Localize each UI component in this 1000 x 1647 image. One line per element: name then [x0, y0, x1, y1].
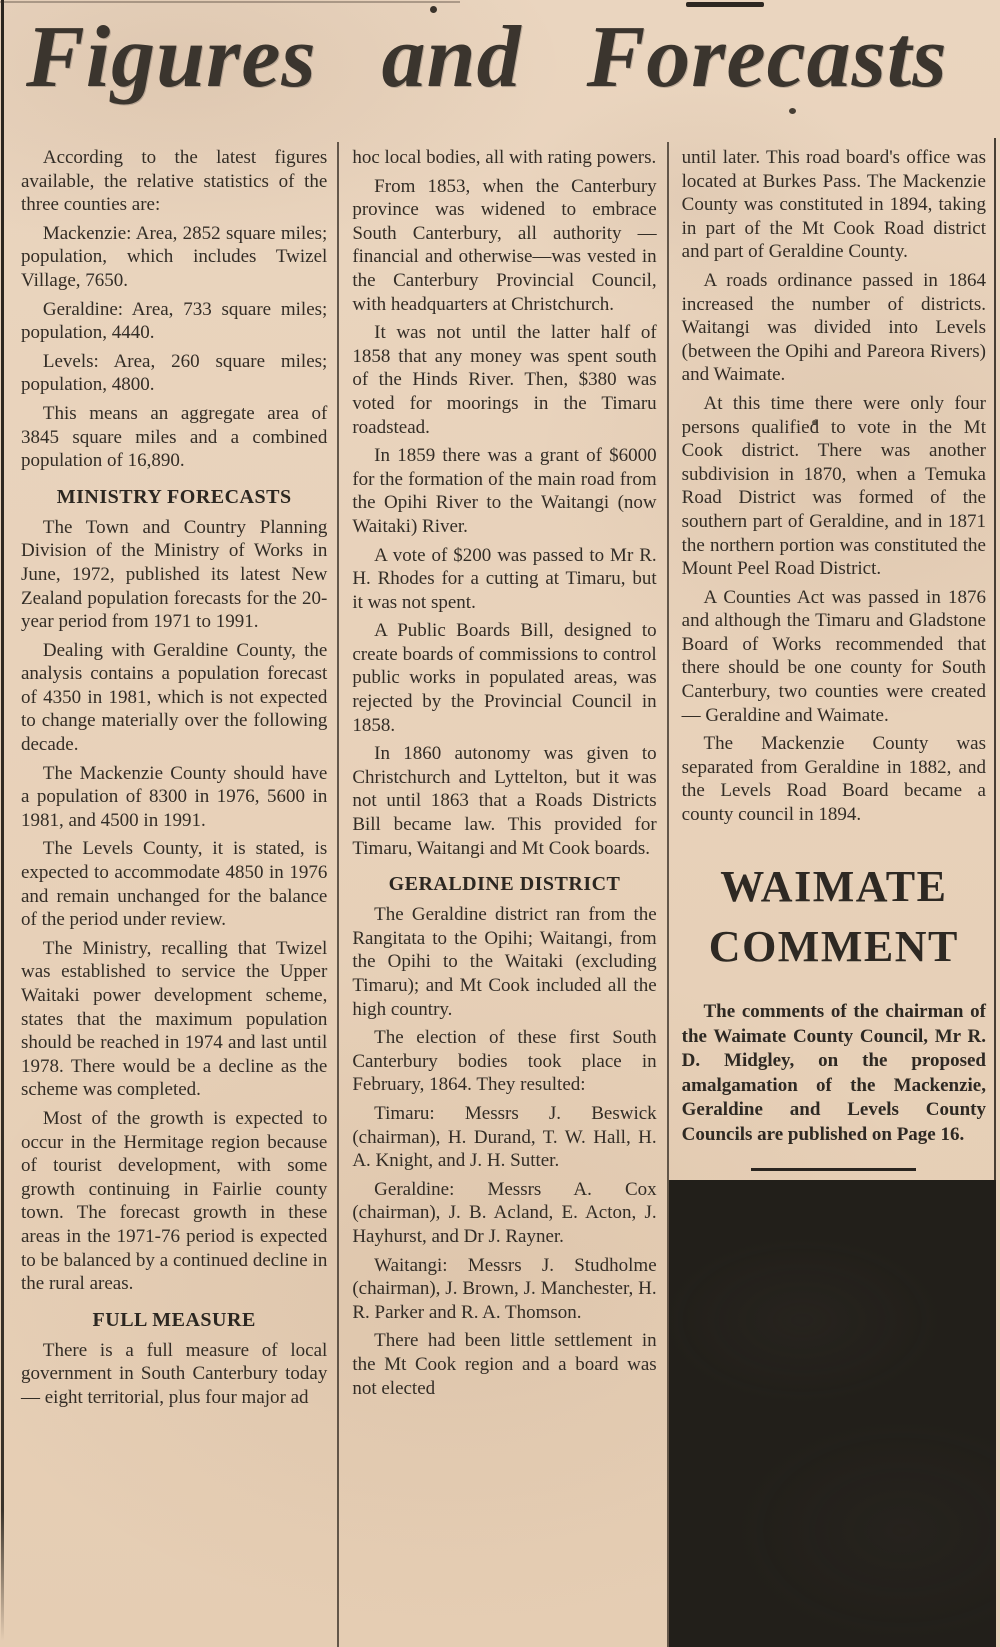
paragraph: A vote of $200 was passed to Mr R. H. Rhodes for a cutting at Timaru, but it was not spent. — [352, 544, 657, 613]
paragraph: until later. This road board's office was located at Burkes Pass. The Mackenzie County was constituted in 1894, taking in part of the Mt Cook Road district and part of Geraldine County. — [681, 147, 986, 263]
column-right-content — [682, 146, 986, 1152]
paragraph: The Town and Country Planning Division of the Ministry of Works in June, 1972, published its latest New Zealand population forecasts for the 20-year period from 1971 to 1991. — [21, 516, 328, 633]
paragraph: A Counties Act was passed in 1876 and although the Timaru and Gladstone Board of Works recommended that there should be one county for South Canterbury, two counties were created — Geraldine and Waimate. — [681, 586, 986, 726]
paragraph: Dealing with Geraldine County, the analysis contains a population forecast of 4350 in 1981, which is not expected to change materially over the following decade. — [21, 639, 328, 756]
paragraph: The Ministry, recalling that Twizel was established to service the Upper Waitaki power development scheme, states that the maximum population should be reached in 1974 and last until 1978. There would be a decline as the scheme was completed. — [21, 937, 328, 1101]
column-middle — [337, 142, 666, 1647]
paragraph: A Public Boards Bill, designed to create boards of commissions to control public works in populated areas, was rejected by the Provincial Council in 1858. — [352, 620, 657, 736]
paragraph: Timaru: Messrs J. Beswick (chairman), H. Durand, T. W. Hall, H. A. Knight, and J. H. Sutter. — [352, 1102, 657, 1172]
masthead — [0, 0, 1000, 140]
paragraph: hoc local bodies, all with rating powers. — [352, 147, 657, 168]
bold-paragraph: The comments of the chairman of the Waimate County Council, Mr R. D. Midgley, on the proposed amalgamation of the Mackenzie, Geraldine and Levels County Councils are published on Page 16. — [681, 1001, 986, 1145]
column-right — [667, 142, 996, 1647]
paragraph: Waitangi: Messrs J. Studholme (chairman), J. Brown, J. Manchester, H. R. Parker and R. A. Thomson. — [352, 1254, 657, 1323]
paragraph: There had been little settlement in the Mt Cook region and a board was not elected — [352, 1330, 657, 1399]
paragraph: From 1853, when the Canterbury province was widened to embrace South Canterbury, all authority — financial and otherwise—was vested in the Canterbury Provincial Council, with headquarters at Christchurch. — [352, 175, 657, 315]
paragraph: The Geraldine district ran from the Rangitata to the Opihi; Waitangi, from the Opihi to the Waitaki (excluding Timaru); and Mt Cook included all the high country. — [352, 904, 657, 1020]
paragraph: A roads ordinance passed in 1864 increased the number of districts. Waitangi was divided into Levels (between the Opihi and Pareora Rivers) and Waimate. — [681, 269, 986, 386]
paragraph: The Levels County, it is stated, is expected to accommodate 4850 in 1976 and remain unchanged for the balance of the period under review. — [21, 838, 328, 931]
paragraph: It was not until the latter half of 1858 that any money was spent south of the Hinds River. Then, $380 was voted for moorings in the Timaru roadstead. — [352, 322, 657, 438]
scan-edge-left-rule — [1, 0, 4, 1641]
article-headline: Figures and Forecasts — [26, 9, 948, 106]
paragraph: Geraldine: Messrs A. Cox (chairman), J. B. Acland, E. Acton, J. Hayhurst, and Dr J. Rayner. — [352, 1178, 657, 1247]
column-middle-content — [352, 146, 656, 1405]
article-columns — [8, 142, 994, 1647]
paragraph: At this time there were only four persons qualified to vote in the Mt Cook district. There was another subdivision in 1870, when a Temuka Road District was formed of the southern part of Geraldine, and in 1871 the northern portion was constituted the Mount Peel Road District. — [681, 392, 986, 580]
section-heading: FULL MEASURE — [92, 1308, 256, 1331]
paragraph: The Mackenzie County was separated from Geraldine in 1882, and the Levels Road Board became a county council in 1894. — [681, 733, 986, 826]
paragraph: Levels: Area, 260 square miles; population, 4800. — [21, 350, 328, 396]
blacked-out-photo-region — [669, 1180, 996, 1647]
paragraph: The election of these first South Canterbury bodies took place in February, 1864. They resulted: — [352, 1027, 657, 1096]
paragraph: Most of the growth is expected to occur in the Hermitage region because of tourist development, with some growth continuing in Fairlie county town. The forecast growth in these areas in the 1971-76 period is expected to be balanced by a continued decline in the rural areas. — [21, 1107, 328, 1295]
section-heading: MINISTRY FORECASTS — [56, 485, 292, 508]
paragraph: Geraldine: Area, 733 square miles; population, 4440. — [21, 298, 328, 344]
paragraph: There is a full measure of local government in South Canterbury today — eight territorial, plus four major ad — [21, 1339, 328, 1408]
paragraph: In 1860 autonomy was given to Christchurch and Lyttelton, but it was not until 1863 that a Roads Districts Bill became law. This provided for Timaru, Waitangi and Mt Cook boards. — [352, 743, 657, 859]
end-of-article-rule — [751, 1168, 916, 1171]
paragraph: This means an aggregate area of 3845 square miles and a combined population of 16,890. — [21, 402, 328, 472]
column-left — [8, 142, 337, 1647]
paragraph: In 1859 there was a grant of $6000 for the formation of the main road from the Opihi River to the Waitangi (now Waitaki) River. — [352, 445, 657, 537]
column-left-content — [21, 146, 327, 1415]
paragraph: The Mackenzie County should have a population of 8300 in 1976, 5600 in 1981, and 4500 in 1991. — [21, 762, 328, 831]
paragraph: According to the latest figures available, the relative statistics of the three counties are: — [21, 147, 328, 216]
display-heading: WAIMATE COMMENT — [708, 861, 959, 972]
paragraph: Mackenzie: Area, 2852 square miles; population, which includes Twizel Village, 7650. — [21, 222, 328, 291]
section-heading: GERALDINE DISTRICT — [388, 873, 621, 896]
